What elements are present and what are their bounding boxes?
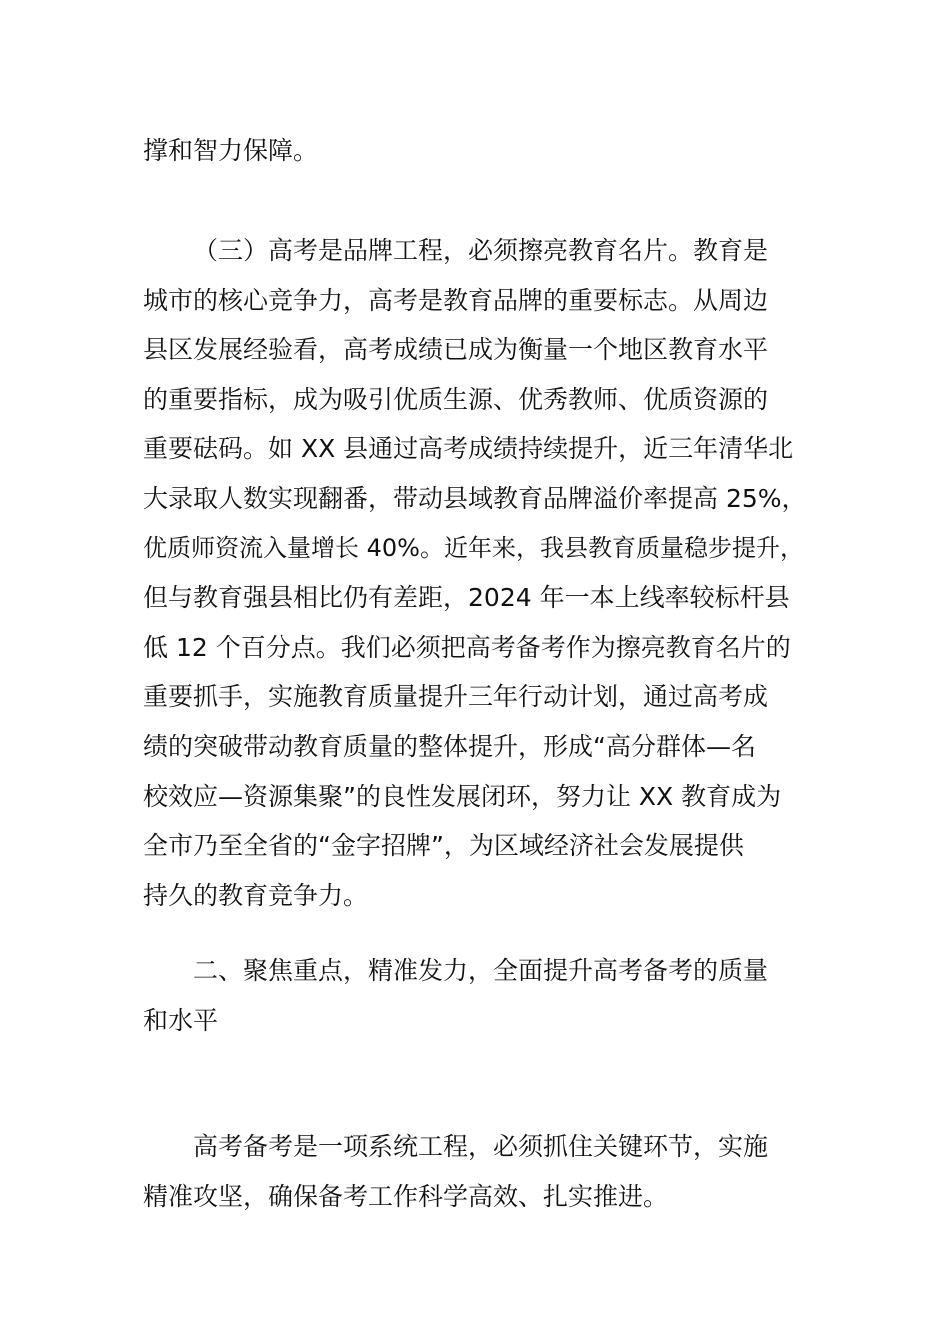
text-line: 绩的突破带动教育质量的整体提升，形成“高分群体—名 [143,731,756,761]
text-line: 和水平 [143,1005,219,1035]
text-line: 精准攻坚，确保备考工作科学高效、扎实推进。 [143,1181,669,1211]
text-line: 大录取人数实现翻番，带动县域教育品牌溢价率提高 25%， [143,483,807,513]
text-line: 重要抓手，实施教育质量提升三年行动计划，通过高考成 [143,682,769,712]
text-line: 持久的教育竞争力。 [143,880,369,910]
text-line: 的重要指标，成为吸引优质生源、优秀教师、优质资源的 [143,384,769,414]
text-line: 二、聚焦重点，精准发力，全面提升高考备考的质量 [193,956,769,985]
text-line: 县区发展经验看，高考成绩已成为衡量一个地区教育水平 [143,335,769,365]
paragraph-brand-project [143,226,813,920]
text-line: 校效应—资源集聚”的良性发展闭环，努力让 XX 教育成为 [143,781,782,811]
text-line: 重要砝码。如 XX 县通过高考成绩持续提升，近三年清华北 [143,434,794,464]
text-line: （三）高考是品牌工程，必须擦亮教育名片。教育是 [193,236,769,265]
text-line: 撑和智力保障。 [143,136,319,165]
text-line: 高考备考是一项系统工程，必须抓住关键环节，实施 [193,1132,769,1161]
text-line: 但与教育强县相比仍有差距，2024 年一本上线率较标杆县 [143,583,790,613]
text-line: 城市的核心竞争力，高考是教育品牌的重要标志。从周边 [143,285,769,315]
section-heading [143,946,813,1045]
text-line: 全市乃至全省的“金字招牌”，为区域经济社会发展提供 [143,831,744,861]
paragraph-intro [143,1122,813,1221]
text-line: 低 12 个百分点。我们必须把高考备考作为擦亮教育名片的 [143,632,791,662]
paragraph-continuation [143,126,813,176]
text-line: 优质师资流入量增长 40%。近年来，我县教育质量稳步提升， [143,533,804,562]
